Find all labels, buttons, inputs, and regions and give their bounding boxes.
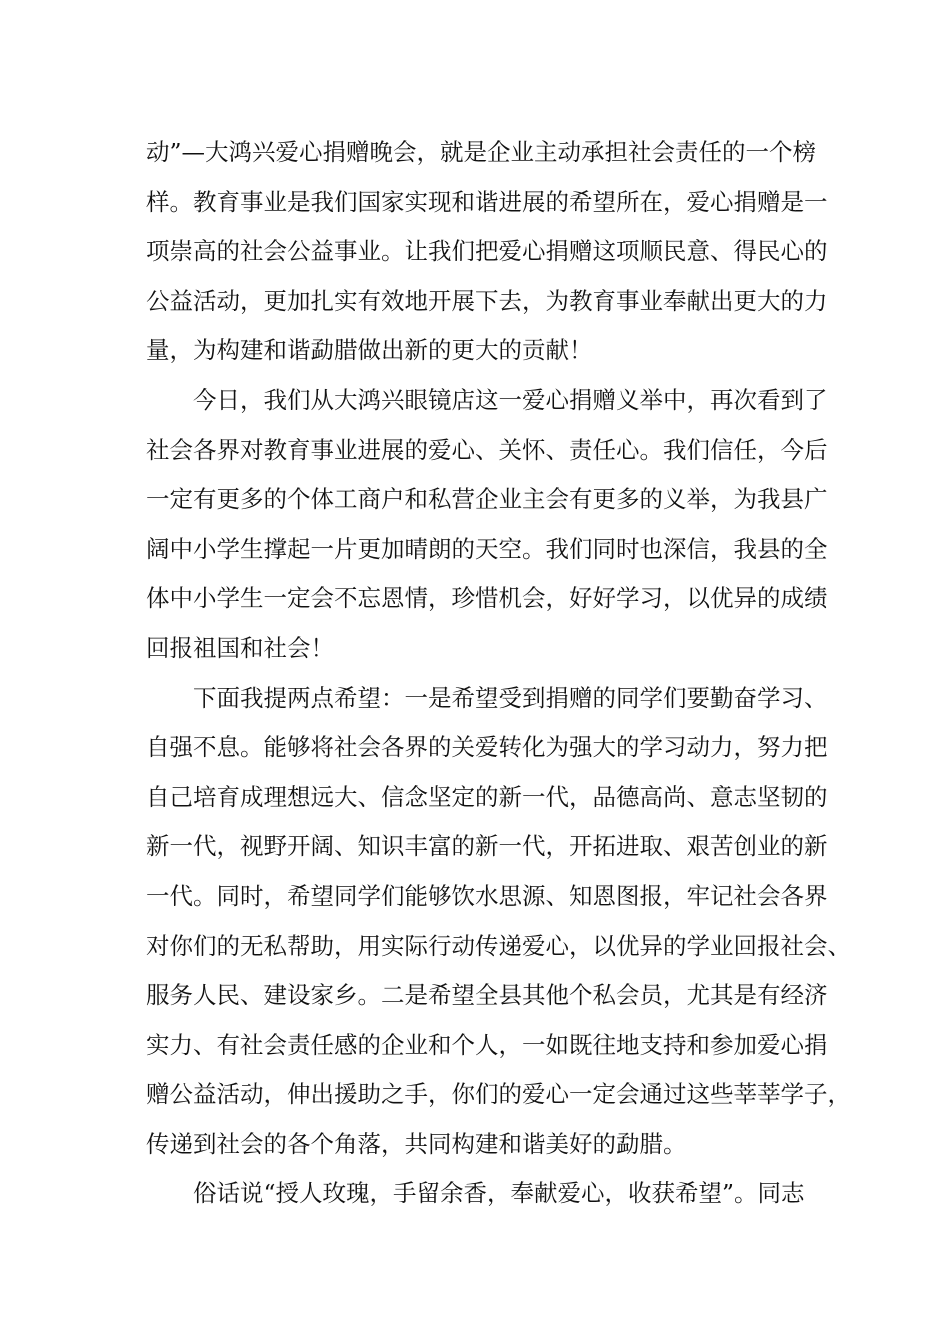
paragraph-first-line: 今日，我们从大鸿兴眼镜店这一爱心捐赠义举中，再次看到了 xyxy=(193,385,828,414)
text-line: 自己培育成理想远大、信念坚定的新一代，品德高尚、意志坚韧的 xyxy=(146,782,828,811)
text-line: 对你们的无私帮助，用实际行动传递爱心，以优异的学业回报社会、 xyxy=(146,931,851,960)
text-line: 项崇高的社会公益事业。让我们把爱心捐赠这项顺民意、得民心的 xyxy=(146,237,828,266)
text-line: 服务人民、建设家乡。二是希望全县其他个私会员，尤其是有经济 xyxy=(146,981,828,1010)
text-line: 赠公益活动，伸出援助之手，你们的爱心一定会通过这些莘莘学子， xyxy=(146,1080,851,1109)
text-line: 实力、有社会责任感的企业和个人，一如既往地支持和参加爱心捐 xyxy=(146,1030,828,1059)
text-line: 新一代，视野开阔、知识丰富的新一代，开拓进取、艰苦创业的新 xyxy=(146,832,828,861)
text-line: 回报祖国和社会！ xyxy=(146,633,334,662)
text-line: 传递到社会的各个角落，共同构建和谐美好的勐腊。 xyxy=(146,1129,687,1158)
paragraph-first-line: 俗话说“授人玫瑰，手留余香，奉献爱心，收获希望”。同志 xyxy=(193,1179,805,1208)
text-line: 体中小学生一定会不忘恩情，珍惜机会，好好学习，以优异的成绩 xyxy=(146,584,828,613)
text-line: 自强不息。能够将社会各界的关爱转化为强大的学习动力，努力把 xyxy=(146,733,828,762)
text-line: 动”—大鸿兴爱心捐赠晚会，就是企业主动承担社会责任的一个榜 xyxy=(146,138,817,166)
text-line: 阔中小学生撑起一片更加晴朗的天空。我们同时也深信，我县的全 xyxy=(146,534,828,563)
text-line: 公益活动，更加扎实有效地开展下去，为教育事业奉献出更大的力 xyxy=(146,286,828,315)
paragraph-first-line: 下面我提两点希望：一是希望受到捐赠的同学们要勤奋学习、 xyxy=(193,683,828,712)
text-line: 一定有更多的个体工商户和私营企业主会有更多的义举，为我县广 xyxy=(146,485,828,514)
text-line: 一代。同时，希望同学们能够饮水思源、知恩图报，牢记社会各界 xyxy=(146,881,828,910)
text-line: 样。教育事业是我们国家实现和谐进展的希望所在，爱心捐赠是一 xyxy=(146,187,828,216)
body-text xyxy=(146,128,851,1219)
text-line: 量，为构建和谐勐腊做出新的更大的贡献！ xyxy=(146,336,593,365)
text-line: 社会各界对教育事业进展的爱心、关怀、责任心。我们信任，今后 xyxy=(146,435,828,464)
